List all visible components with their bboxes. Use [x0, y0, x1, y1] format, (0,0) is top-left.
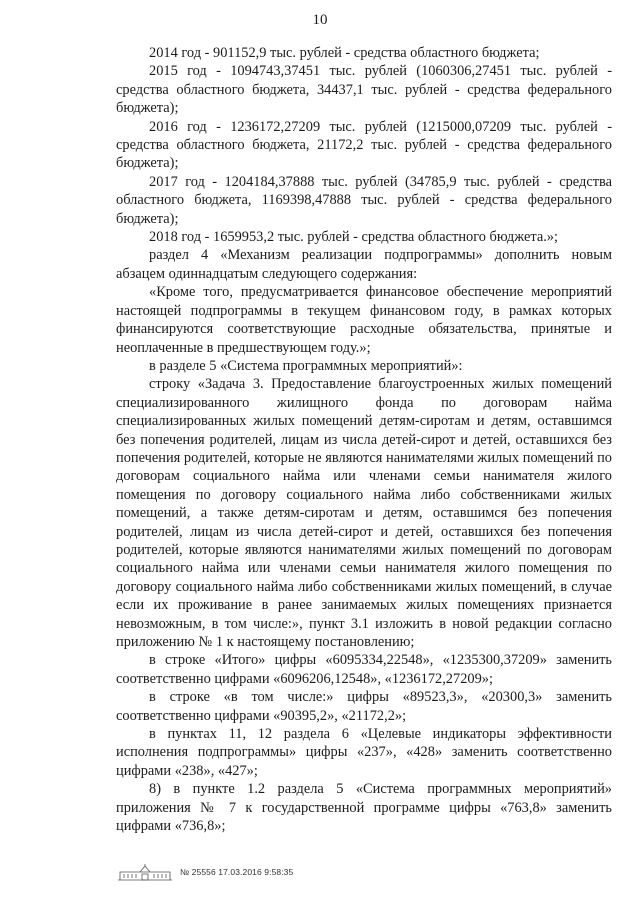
paragraph-section-5: в разделе 5 «Система программных мероприятий»: — [149, 357, 463, 374]
paragraph-section-4: раздел 4 «Механизм реализации подпрограммы» дополнить новым абзацем одиннадцатым следующего содержания: — [116, 247, 612, 282]
paragraph-2014: 2014 год - 901152,9 тыс. рублей - средства областного бюджета; — [149, 45, 540, 61]
registration-stamp: № 25556 17.03.2016 9:58:35 — [180, 867, 294, 877]
building-logo-icon — [116, 863, 174, 881]
paragraph-section-4-quote: «Кроме того, предусматривается финансовое обеспечение мероприятий настоящей подпрограммы в текущем финансовом году, в рамках которых финансируются соответствующие расходные обязательства, принятые и неоплаченные в предшествующем году.»; — [116, 284, 612, 356]
page-number: 10 — [312, 12, 328, 28]
paragraph-item-8: 8) в пункте 1.2 раздела 5 «Система программных мероприятий» приложения № 7 к государственной программе цифры «763,8» заменить цифрами «736,8»; — [116, 781, 612, 835]
paragraph-2015: 2015 год - 1094743,37451 тыс. рублей (1060306,27451 тыс. рублей - средства областного бюджета, 34437,1 тыс. рублей - средства федерального бюджета); — [116, 63, 612, 117]
paragraph-2017: 2017 год - 1204184,37888 тыс. рублей (34785,9 тыс. рублей - средства областного бюджета, 1169398,47888 тыс. рублей - средства федерального бюджета); — [116, 173, 612, 227]
paragraph-2018: 2018 год - 1659953,2 тыс. рублей - средства областного бюджета.»; — [149, 229, 558, 246]
paragraph-task-3: строку «Задача 3. Предоставление благоустроенных жилых помещений специализированного жилищного фонда по договорам найма специализированных жилых помещений детям-сиротам и детям, оставшимся без попечения родителей, лицам из числа детей-сирот и детей, оставшихся без попечения родителей, которые не являются нанимателями жилых помещений по договорам социального найма или членами семьи нанимателя жилого помещения по договору социального найма либо собственниками жилых помещений, а также детям-сиротам и детям, оставшимся без попечения родителей, лицам из числа детей-сирот и детей, оставшихся без попечения родителей, которые являются нанимателями жилых помещений по договорам социального найма или членами семьи нанимателя жилого помещения по договору социального найма либо собственниками жилых помещений, в случае если их проживание в ранее занимаемых жилых помещениях признается невозможным, в том числе:», пункт 3.1 изложить в новой редакции согласно приложению № 1 к настоящему постановлению; — [116, 376, 612, 650]
paragraph-section-6: в пунктах 11, 12 раздела 6 «Целевые индикаторы эффективности исполнения подпрограммы» цифры «237», «428» заменить соответственно цифрами «238», «427»; — [116, 726, 612, 779]
paragraph-v-tom-chisle: в строке «в том числе:» цифры «89523,3», «20300,3» заменить соответственно цифрами «90395,2», «21172,2»; — [116, 689, 612, 724]
document-body — [116, 44, 612, 835]
footer — [116, 863, 293, 881]
paragraph-2016: 2016 год - 1236172,27209 тыс. рублей (1215000,07209 тыс. рублей - средства областного бюджета, 21172,2 тыс. рублей - средства федерального бюджета); — [116, 118, 612, 172]
paragraph-itogo: в строке «Итого» цифры «6095334,22548», «1235300,37209» заменить соответственно цифрами «6096206,12548», «1236172,27209»; — [116, 652, 612, 687]
